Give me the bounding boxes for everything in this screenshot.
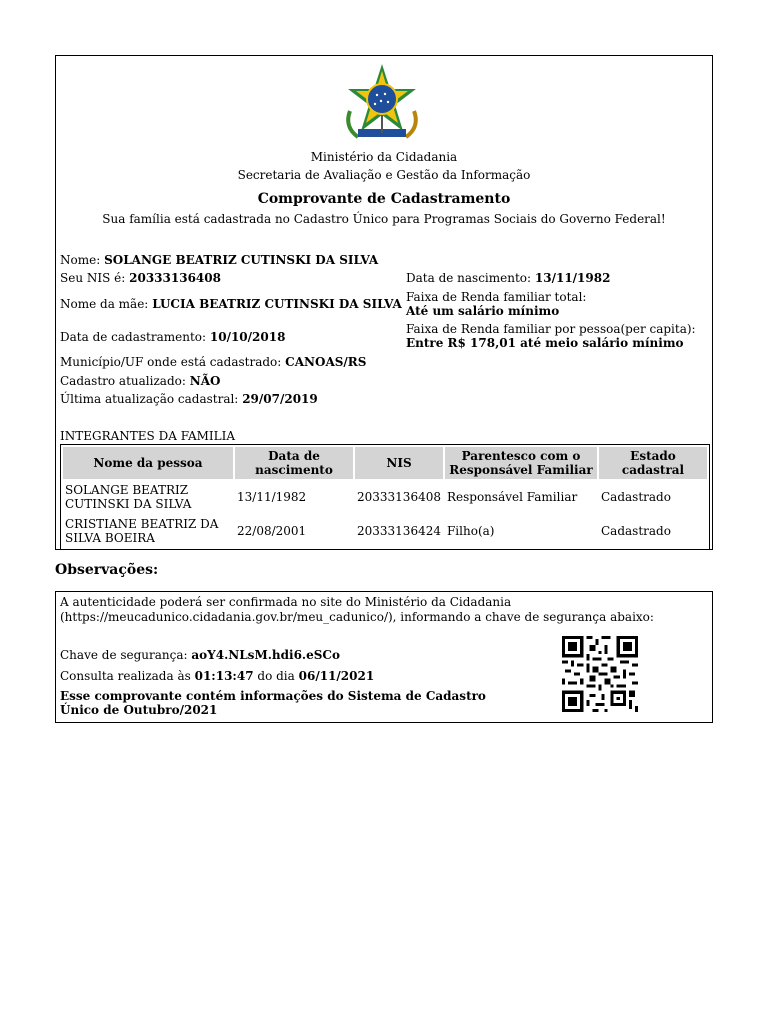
nis-value: 20333136408 — [129, 271, 221, 285]
cell-relationship: Filho(a) — [446, 524, 495, 538]
income-per-capita-value: Entre R$ 178,01 até meio salário mínimo — [406, 336, 684, 350]
col-header-name: Nome da pessoa — [63, 447, 233, 479]
income-per-capita-label: Faixa de Renda familiar por pessoa(per capita): — [406, 322, 696, 336]
income-total-label: Faixa de Renda familiar total: — [406, 290, 587, 304]
municipality-value: CANOAS/RS — [285, 355, 367, 369]
secretariat-name: Secretaria de Avaliação e Gestão da Informação — [237, 168, 531, 182]
observations-box — [55, 591, 713, 723]
name-label: Nome: — [60, 253, 101, 267]
cell-status: Cadastrado — [600, 490, 671, 504]
cell-nis: 20333136424 — [357, 524, 441, 538]
consult-row — [60, 669, 374, 684]
table-row — [63, 515, 707, 547]
person-name-row — [60, 253, 378, 268]
last-update-value: 29/07/2019 — [242, 392, 318, 406]
income-total-value: Até um salário mínimo — [406, 304, 560, 318]
table-header-row — [63, 447, 707, 479]
registration-date-value: 10/10/2018 — [209, 330, 286, 344]
col-header-birth: Data de nascimento — [235, 447, 353, 479]
col-header-nis: NIS — [355, 447, 443, 479]
mother-value: LUCIA BEATRIZ CUTINSKI DA SILVA — [152, 297, 402, 311]
birth-label: Data de nascimento: — [406, 271, 532, 285]
nis-row — [60, 271, 221, 286]
nis-label: Seu NIS é: — [60, 271, 126, 285]
cell-birth: 22/08/2001 — [237, 524, 307, 538]
authenticity-line-2: (https://meucadunico.cidadania.gov.br/meu_cadunico/), informando a chave de segurança abaixo: — [60, 610, 654, 624]
col-header-status: Estado cadastral — [599, 447, 707, 479]
family-table — [60, 444, 710, 550]
consult-time: 01:13:47 — [194, 669, 254, 683]
registration-card — [55, 55, 713, 550]
observations-title: Observações: — [55, 562, 159, 578]
mother-label: Nome da mãe: — [60, 297, 149, 311]
qr-code-icon — [560, 636, 640, 712]
name-value: SOLANGE BEATRIZ CUTINSKI DA SILVA — [104, 253, 379, 267]
updated-label: Cadastro atualizado: — [60, 374, 186, 388]
family-section-label: INTEGRANTES DA FAMILIA — [60, 429, 236, 443]
municipality-label: Município/UF onde está cadastrado: — [60, 355, 282, 369]
municipality-row — [60, 355, 366, 370]
authenticity-line-1: A autenticidade poderá ser confirmada no site do Ministério da Cidadania — [60, 595, 512, 609]
security-key-row — [60, 648, 340, 663]
footer-line-1: Esse comprovante contém informações do Sistema de Cadastro — [60, 689, 486, 703]
updated-row — [60, 374, 220, 389]
col-header-relationship: Parentesco com o Responsável Familiar — [445, 447, 597, 479]
table-row — [63, 481, 707, 513]
last-update-label: Última atualização cadastral: — [60, 392, 239, 406]
page-subtitle: Sua família está cadastrada no Cadastro Único para Programas Sociais do Governo Federal! — [102, 212, 666, 226]
consult-date: 06/11/2021 — [298, 669, 375, 683]
cell-relationship: Responsável Familiar — [446, 490, 578, 504]
cell-nis: 20333136408 — [357, 490, 441, 504]
cell-name: CRISTIANE BEATRIZ DA SILVA BOEIRA — [65, 517, 219, 545]
registration-date-row — [60, 330, 285, 345]
birth-row — [406, 271, 610, 286]
ministry-name: Ministério da Cidadania — [310, 150, 458, 164]
consult-mid: do dia — [257, 669, 295, 683]
cell-birth: 13/11/1982 — [237, 490, 307, 504]
security-key-value: aoY4.NLsM.hdi6.eSCo — [191, 648, 340, 662]
cell-name: SOLANGE BEATRIZ CUTINSKI DA SILVA — [65, 483, 192, 511]
page-title: Comprovante de Cadastramento — [257, 191, 511, 207]
updated-value: NÃO — [189, 374, 221, 388]
last-update-row — [60, 392, 318, 407]
footer-line-2: Único de Outubro/2021 — [60, 703, 218, 717]
birth-value: 13/11/1982 — [534, 271, 611, 285]
registration-date-label: Data de cadastramento: — [60, 330, 207, 344]
mother-row — [60, 297, 402, 312]
consult-prefix: Consulta realizada às — [60, 669, 191, 683]
brazil-coat-of-arms-icon — [338, 61, 426, 145]
cell-status: Cadastrado — [600, 524, 671, 538]
security-key-label: Chave de segurança: — [60, 648, 188, 662]
